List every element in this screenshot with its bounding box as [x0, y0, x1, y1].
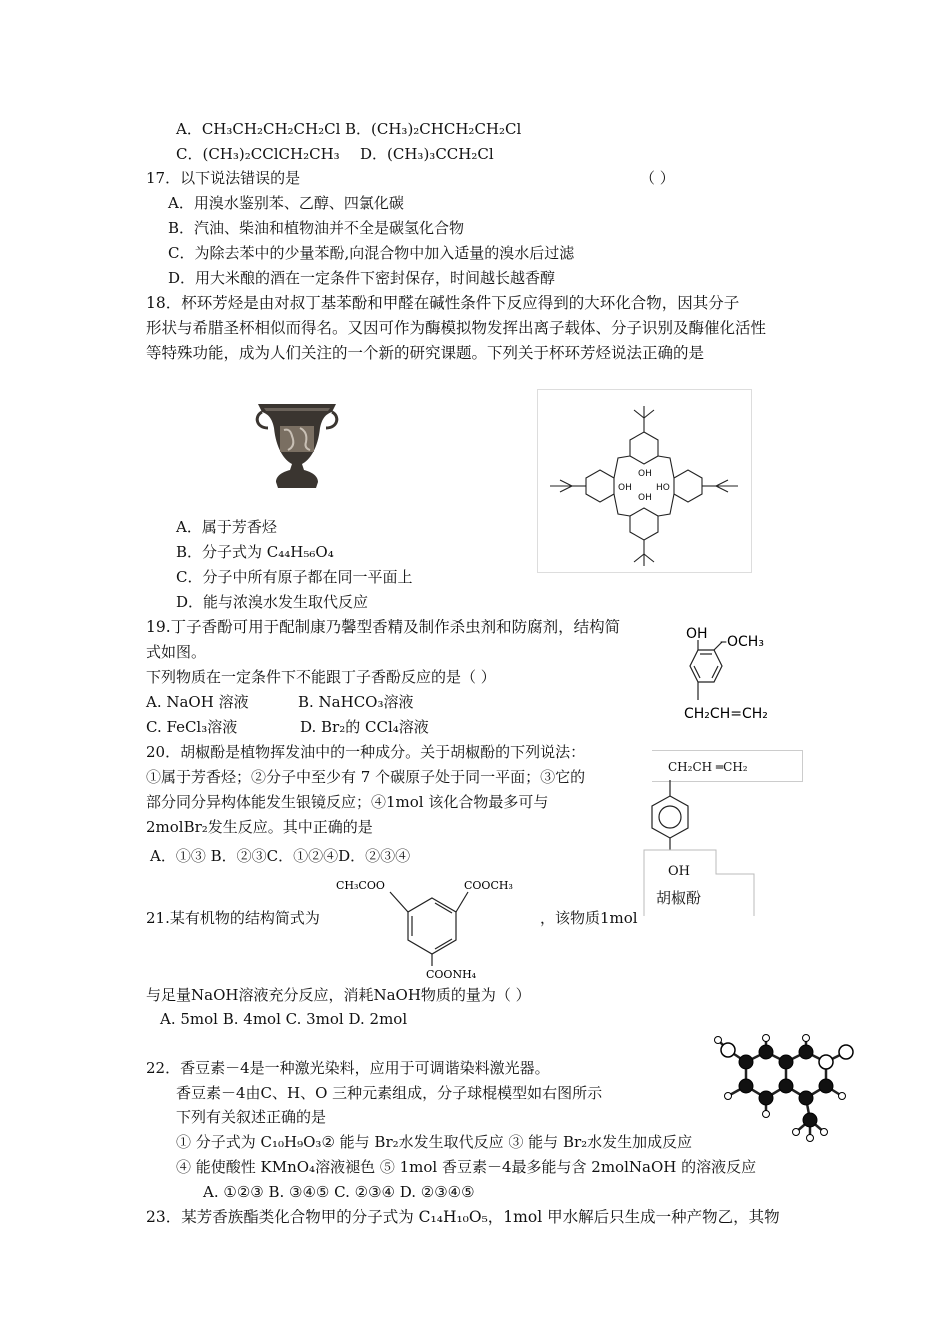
q22-stem-line1: 22．香豆素－4是一种激光染料，应用于可调谐染料激光器。	[146, 1059, 550, 1077]
q17-answer-paren: （ ）	[640, 169, 675, 187]
q18-option-d: D．能与浓溴水发生取代反应	[176, 593, 369, 611]
q21-right-group: COOCH₃	[464, 879, 513, 892]
q21-structure	[330, 872, 550, 984]
q17-option-c: C．为除去苯中的少量苯酚,向混合物中加入适量的溴水后过滤	[168, 244, 575, 262]
q22-stem-line3: 下列有关叙述正确的是	[176, 1108, 327, 1126]
q18-stem-line2: 形状与希腊圣杯相似而得名。又因可作为酶模拟物发挥出离子载体、分子识别及酶催化活性	[146, 319, 767, 337]
eugenol-och3-label: –OCH₃	[720, 634, 764, 650]
q21-options: A. 5mol B. 4mol C. 3mol D. 2mol	[160, 1010, 408, 1028]
calix-ho-right: HO	[656, 483, 670, 493]
q17-option-d: D．用大米酿的酒在一定条件下密封保存，时间越长越香醇	[168, 269, 556, 287]
calix-oh-bottom: OH	[638, 493, 652, 503]
calix-oh-left: OH	[618, 483, 632, 493]
eugenol-structure	[676, 620, 796, 725]
eugenol-oh-label: OH	[686, 626, 708, 642]
q21-left-group: CH₃COO	[336, 879, 385, 892]
q18-option-c: C．分子中所有原子都在同一平面上	[176, 568, 413, 586]
q19-stem-line1: 19.丁子香酚可用于配制康乃馨型香精及制作杀虫剂和防腐剂，结构简	[146, 618, 621, 636]
q18-stem-line1: 18．杯环芳烃是由对叔丁基苯酚和甲醛在碱性条件下反应得到的大环化合物，因其分子	[146, 294, 740, 312]
q22-statement-line2: ④ 能使酸性 KMnO₄溶液褪色 ⑤ 1mol 香豆素－4最多能与含 2molNaOH 的溶液反应	[176, 1158, 757, 1176]
calix-oh-top: OH	[638, 469, 652, 479]
q21-stem-tail: ，该物质1mol	[540, 909, 638, 927]
q16-option-a: A．CH₃CH₂CH₂CH₂Cl	[176, 120, 341, 138]
q22-options: A. ①②③ B. ③④⑤ C. ②③④ D. ②③④⑤	[203, 1183, 475, 1201]
chavicol-name-label: 胡椒酚	[656, 889, 702, 907]
q20-stem-line2: ①属于芳香烃；②分子中至少有 7 个碳原子处于同一平面；③它的	[146, 768, 586, 786]
greek-grail-image	[252, 398, 342, 493]
q18-option-a: A．属于芳香烃	[176, 518, 277, 536]
q17-option-a: A．用溴水鉴别苯、乙醇、四氯化碳	[168, 194, 404, 212]
eugenol-chain-label: CH₂CH=CH₂	[684, 706, 768, 722]
q17-stem: 17．以下说法错误的是	[146, 169, 301, 187]
q20-stem-line4: 2molBr₂发生反应。其中正确的是	[146, 818, 373, 836]
q22-statement-line1: ① 分子式为 C₁₀H₉O₃② 能与 Br₂水发生取代反应 ③ 能与 Br₂水发生加成反应	[176, 1133, 693, 1151]
q19-stem-line3: 下列物质在一定条件下不能跟丁子香酚反应的是（ ）	[146, 668, 496, 686]
q20-options: A．①③ B．②③C．①②④D．②③④	[150, 847, 411, 865]
q19-option-a: A. NaOH 溶液	[146, 693, 249, 711]
q21-bottom-group: COONH₄	[426, 968, 477, 981]
q19-option-b: B. NaHCO₃溶液	[298, 693, 414, 711]
q23-stem-line1: 23．某芳香族酯类化合物甲的分子式为 C₁₄H₁₀O₅，1mol 甲水解后只生成一种产物乙，其物	[146, 1208, 780, 1226]
q16-option-c: C．(CH₃)₂CClCH₂CH₃	[176, 145, 340, 163]
q20-stem-line3: 部分同分异构体能发生银镜反应；④1mol 该化合物最多可与	[146, 793, 549, 811]
q19-stem-line2: 式如图。	[146, 643, 207, 661]
coumarin-ball-stick-model	[706, 1030, 866, 1150]
q18-stem-line3: 等特殊功能，成为人们关注的一个新的研究课题。下列关于杯环芳烃说法正确的是	[146, 344, 705, 362]
calixarene-structure	[538, 390, 751, 572]
q16-option-d: D．(CH₃)₃CCH₂Cl	[360, 145, 494, 163]
q21-stem: 21.某有机物的结构简式为	[146, 909, 320, 927]
q22-stem-line2: 香豆素－4由C、H、O 三种元素组成，分子球棍模型如右图所示	[176, 1084, 603, 1102]
q19-option-d: D. Br₂的 CCl₄溶液	[300, 718, 429, 736]
chavicol-oh-label: OH	[668, 864, 690, 879]
q20-stem-line1: 20．胡椒酚是植物挥发油中的一种成分。关于胡椒酚的下列说法：	[146, 743, 586, 761]
q16-option-b: B．(CH₃)₂CHCH₂CH₂Cl	[345, 120, 522, 138]
q17-option-b: B．汽油、柴油和植物油并不全是碳氢化合物	[168, 219, 465, 237]
calixarene-figure	[537, 389, 752, 573]
q21-stem-line2: 与足量NaOH溶液充分反应，消耗NaOH物质的量为（ ）	[146, 986, 531, 1004]
q19-option-c: C. FeCl₃溶液	[146, 718, 238, 736]
chavicol-chain-label: CH₂CH ═CH₂	[668, 760, 748, 774]
q18-option-b: B．分子式为 C₄₄H₅₆O₄	[176, 543, 334, 561]
